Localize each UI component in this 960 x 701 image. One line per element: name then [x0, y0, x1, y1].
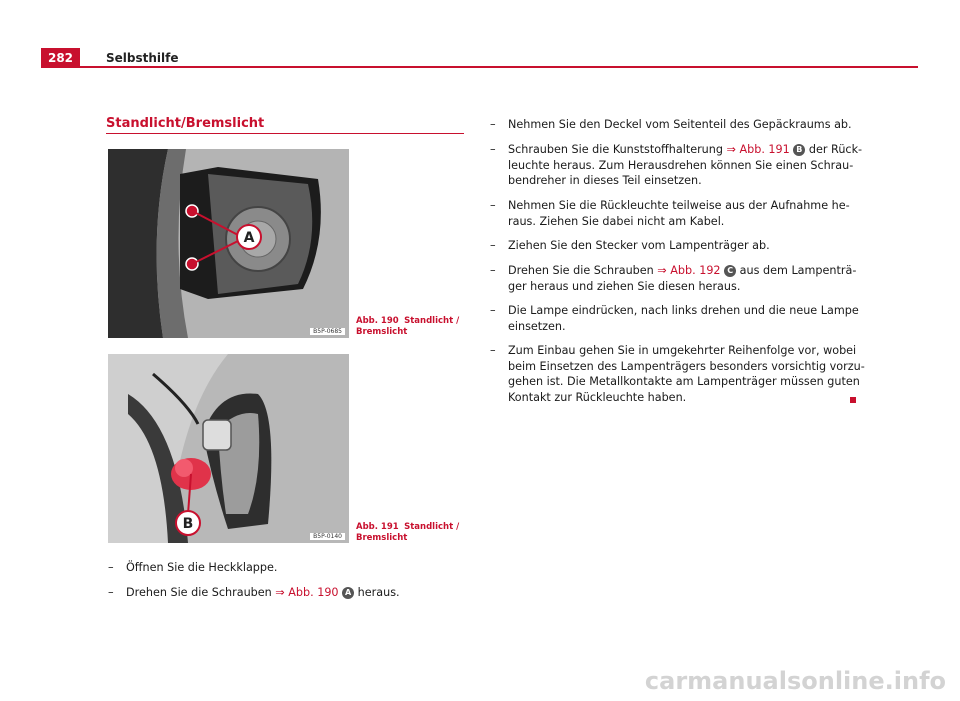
callout-badge: B [793, 144, 805, 156]
page-number: 282 [41, 48, 80, 68]
step-dash: – [490, 199, 496, 212]
caption-text-2: Bremslicht [356, 327, 408, 337]
figure-ref-link[interactable]: ⇒ Abb. 192 [657, 264, 721, 277]
figure-code: B5P-0685 [310, 328, 345, 335]
caption-label: Abb. 190 [356, 316, 399, 326]
caption-191 [356, 522, 466, 544]
step-line: Zum Einbau gehen Sie in umgekehrter Reihenfolge vor, wobei [508, 344, 857, 357]
left-step-1 [108, 560, 468, 576]
step-text-pre: Schrauben Sie die Kunststoffhalterung [508, 143, 727, 156]
figure-191 [108, 354, 349, 543]
right-step-4 [490, 238, 870, 254]
step-line: bendreher in dieses Teil einsetzen. [508, 174, 702, 187]
step-text-post: aus dem Lampenträ- [736, 264, 857, 277]
step-text-post: der Rück- [805, 143, 863, 156]
step-line: Ziehen Sie den Stecker vom Lampenträger ab. [508, 239, 770, 252]
step-dash: – [108, 561, 114, 574]
figure-ref-link[interactable]: ⇒ Abb. 190 [275, 586, 339, 599]
right-step-6 [490, 303, 870, 334]
step-dash: – [490, 264, 496, 277]
step-dash: – [490, 143, 496, 156]
step-line [508, 263, 870, 279]
step-line [508, 142, 870, 158]
caption-label: Abb. 191 [356, 522, 399, 532]
step-text [126, 585, 468, 601]
left-step-2 [108, 585, 468, 601]
step-dash: – [490, 239, 496, 252]
step-line: Kontakt zur Rückleuchte haben. [508, 390, 687, 404]
step-line: ger heraus und ziehen Sie diesen heraus. [508, 279, 741, 293]
step-dash: – [108, 586, 114, 599]
right-step-2 [490, 142, 870, 189]
figure-code: B5P-0140 [310, 533, 345, 540]
caption-text: Standlicht / [404, 522, 460, 532]
step-line: Nehmen Sie die Rückleuchte teilweise aus der Aufnahme he- [508, 199, 850, 212]
callout-a-label: A [243, 230, 255, 246]
figure-190 [108, 149, 349, 338]
step-dash: – [490, 304, 496, 317]
step-line: einsetzen. [508, 319, 566, 333]
right-step-5 [490, 263, 870, 294]
step-line: Nehmen Sie den Deckel vom Seitenteil des Gepäckraums ab. [508, 118, 852, 131]
caption-text-2: Bremslicht [356, 533, 408, 543]
right-step-3 [490, 198, 870, 229]
lamp-holder-photo [108, 354, 349, 543]
chapter-title: Selbsthilfe [106, 51, 179, 65]
section-end-mark [850, 397, 856, 403]
step-text-pre: Drehen Sie die Schrauben [508, 264, 658, 277]
figure-ref-link[interactable]: ⇒ Abb. 191 [726, 143, 790, 156]
step-dash: – [490, 344, 496, 357]
right-step-7 [490, 343, 870, 405]
taillight-photo [108, 149, 349, 338]
section-rule [106, 133, 464, 134]
step-line: gehen ist. Die Metallkontakte am Lampenträger müssen guten [508, 375, 860, 388]
step-text-pre: Drehen Sie die Schrauben [126, 586, 276, 599]
step-line: Die Lampe eindrücken, nach links drehen und die neue Lampe [508, 304, 859, 317]
section-title: Standlicht/Bremslicht [106, 116, 265, 131]
callout-badge: C [724, 265, 736, 277]
callout-b-label: B [182, 516, 194, 532]
step-line: leuchte heraus. Zum Herausdrehen können Sie einen Schrau- [508, 158, 854, 172]
step-text: Öffnen Sie die Heckklappe. [126, 561, 278, 574]
step-line: raus. Ziehen Sie dabei nicht am Kabel. [508, 214, 725, 228]
caption-190 [356, 316, 466, 338]
step-line: beim Einsetzen des Lampenträgers besonders vorsichtig vorzu- [508, 359, 865, 373]
header-rule [80, 66, 918, 68]
watermark: carmanualsonline.info [644, 667, 946, 695]
step-text-post: heraus. [354, 586, 400, 599]
caption-text: Standlicht / [404, 316, 460, 326]
step-dash: – [490, 118, 496, 131]
right-step-1 [490, 117, 870, 133]
callout-badge: A [342, 587, 354, 599]
